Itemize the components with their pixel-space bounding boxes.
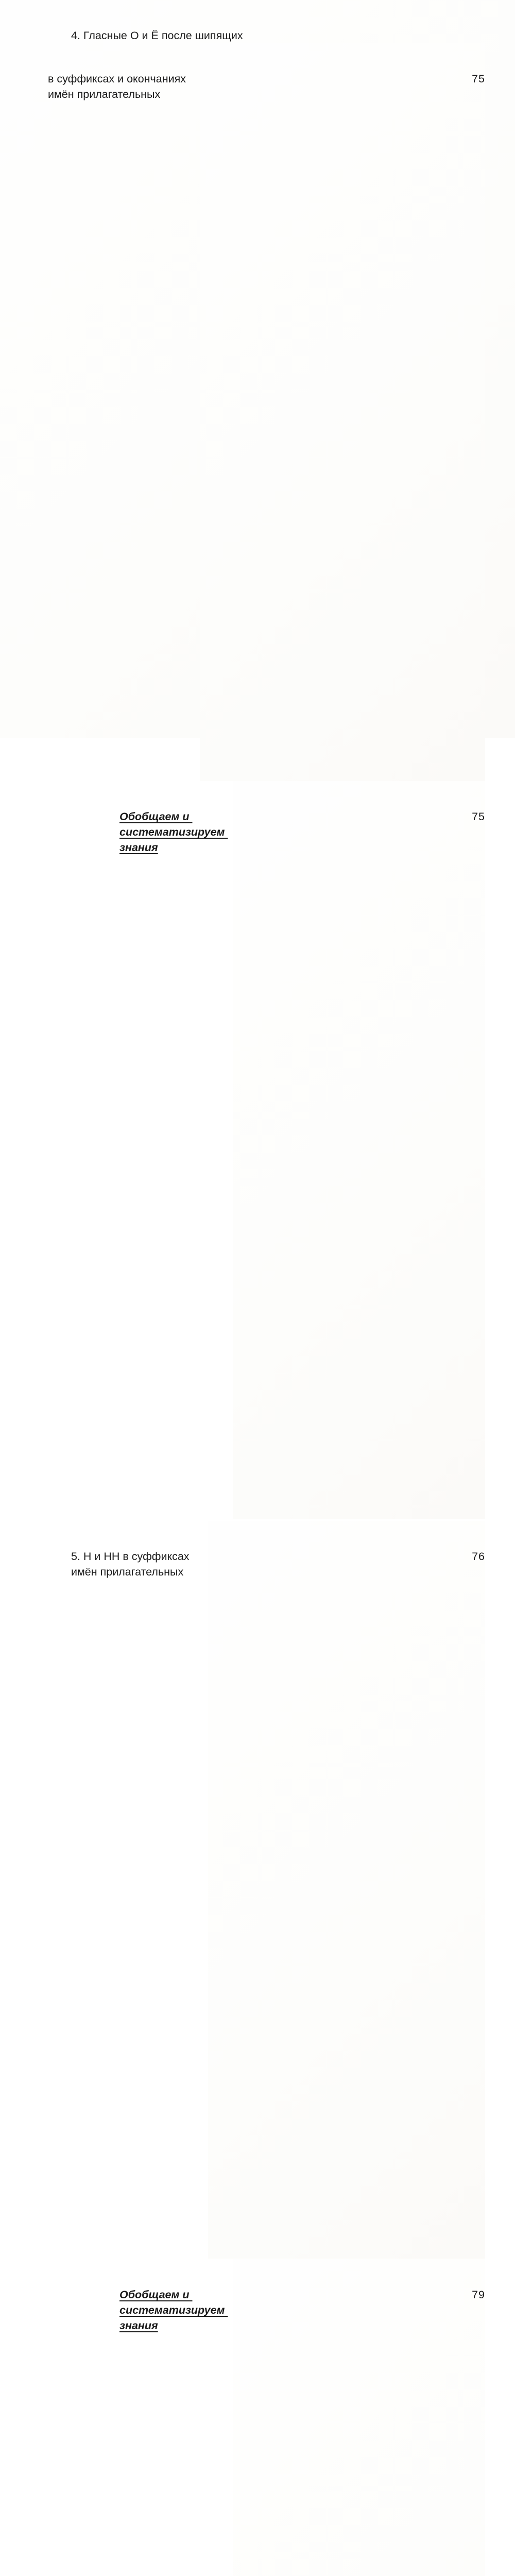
toc-entry-title: в суффиксах и окончаниях имён прилагательных (48, 73, 189, 100)
toc-row (0, 781, 515, 1519)
toc-row (0, 2259, 515, 2576)
toc-entry-title: 5. Н и НН в суффиксах имён прилагательных (71, 1550, 193, 1578)
toc-page-number: 75 (200, 43, 485, 781)
toc-page-number: 79 (233, 2259, 485, 2576)
toc-entry-title: Обобщаем и систематизируем знания (119, 2289, 228, 2332)
toc-entry-title: Обобщаем и систематизируем знания (119, 810, 228, 854)
toc-list (0, 28, 515, 2576)
toc-page-number: 76 (208, 1521, 485, 2259)
toc-entry-title: 4. Гласные О и Ё после шипящих (71, 29, 243, 42)
toc-row (0, 1521, 515, 2259)
toc-page-number: 75 (233, 781, 485, 1519)
toc-row (0, 28, 515, 43)
toc-row (0, 43, 515, 781)
